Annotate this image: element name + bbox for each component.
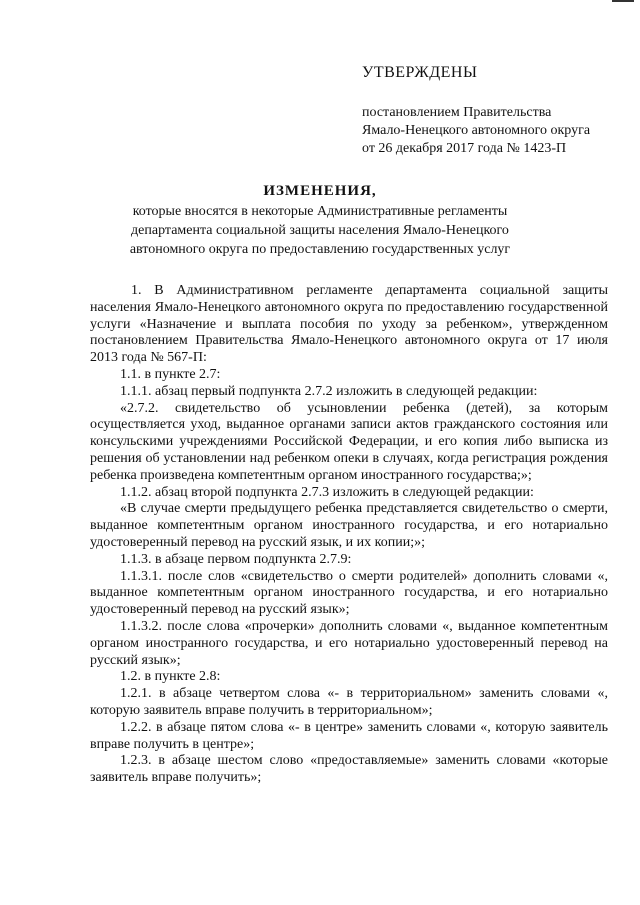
paragraph: 1.1.3.2. после слова «прочерки» дополнить словами «, выданное компетентным органом иностранного государства, и его нотариально удостоверенный перевод на русский язык»; [90, 618, 608, 668]
approval-line: Ямало-Ненецкого автономного округа [362, 123, 591, 138]
approval-line: от 26 декабря 2017 года № 1423-П [362, 141, 567, 156]
approval-block [362, 64, 632, 158]
paragraph: 1.2. в пункте 2.8: [120, 669, 221, 685]
approval-heading: УТВЕРЖДЕНЫ [362, 64, 478, 81]
paragraph: 1.1.2. абзац второй подпункта 2.7.3 изложить в следующей редакции: [120, 484, 534, 500]
paragraph: 1.1.1. абзац первый подпункта 2.7.2 изложить в следующей редакции: [120, 383, 538, 399]
paragraph: 1.1. в пункте 2.7: [120, 366, 221, 382]
paragraph: 1. В Административном регламенте департамента социальной защиты населения Ямало-Ненецкого автономного округа по предоставлению государственной услуги «Назначение и выплата пособия по уходу за ребенком», утвержденном постановлением Правительства Ямало-Ненецкого автономного округа от 17 июля 2013 года № 567-П: [90, 283, 608, 366]
document-subtitle [0, 202, 640, 259]
paragraph: «2.7.2. свидетельство об усыновлении ребенка (детей), за которым осуществляется уход, выданное органами записи актов гражданского состояния или консульскими учреждениями Российской Федерации, и его копия либо выписка из решения об установлении над ребенком опеки в случаях, когда регистрация рождения ребенка произведена компетентным органом иностранного государства;»; [90, 400, 608, 483]
paragraph: 1.1.3.1. после слов «свидетельство о смерти родителей» дополнить словами «, выданное компетентным органом иностранного государства, и его нотариально удостоверенный перевод на русский язык»; [90, 568, 608, 618]
subtitle-line: автономного округа по предоставлению государственных услуг [129, 242, 511, 257]
paragraph: 1.1.3. в абзаце первом подпункта 2.7.9: [120, 551, 352, 567]
subtitle-line: департамента социальной защиты населения Ямало-Ненецкого [131, 223, 509, 238]
document-body [90, 283, 608, 787]
paragraph: 1.2.2. в абзаце пятом слова «- в центре» заменить словами «, которую заявитель вправе получить в центре»; [90, 719, 608, 752]
approval-line: постановлением Правительства [362, 105, 552, 120]
paragraph: «В случае смерти предыдущего ребенка представляется свидетельство о смерти, выданное компетентным органом иностранного государства, и его нотариально удостоверенный перевод на русский язык, и их копии;»; [90, 501, 608, 550]
paragraph: 1.2.1. в абзаце четвертом слова «- в территориальном» заменить словами «, которую заявитель вправе получить в территориальном»; [90, 686, 608, 718]
subtitle-line: которые вносятся в некоторые Административные регламенты [132, 204, 508, 219]
document-title: ИЗМЕНЕНИЯ, [263, 183, 377, 199]
scan-corner-mark [612, 0, 634, 2]
paragraph: 1.2.3. в абзаце шестом слово «предоставляемые» заменить словами «которые заявитель вправе получить»; [90, 753, 608, 786]
